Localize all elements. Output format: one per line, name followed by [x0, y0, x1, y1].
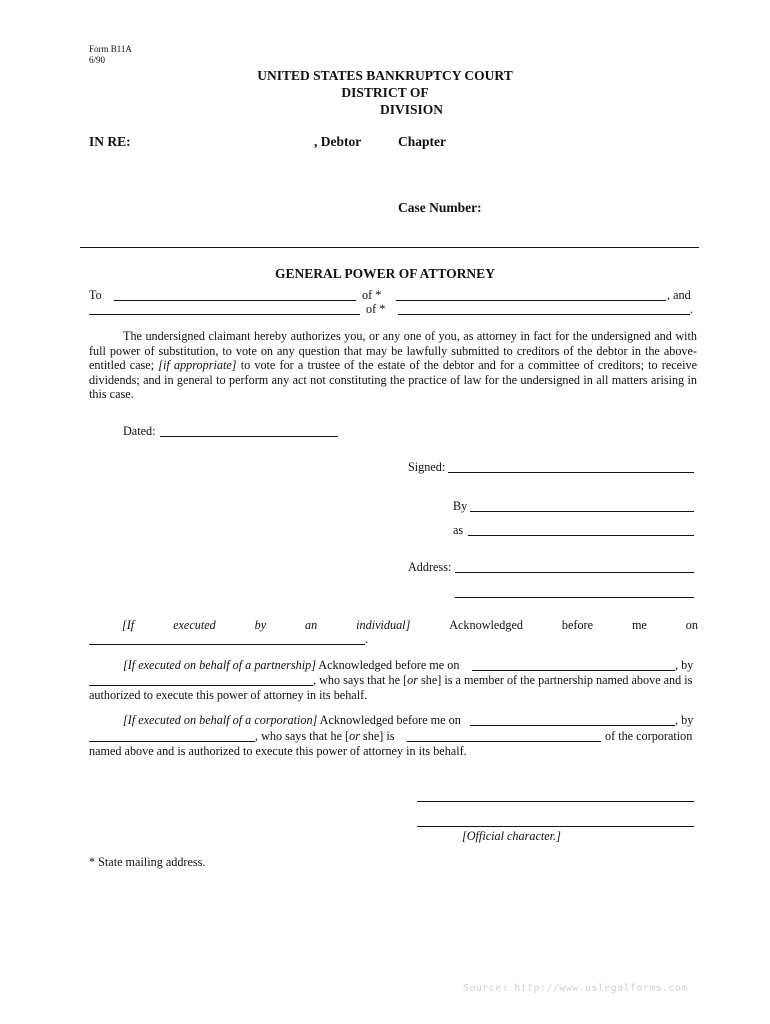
individual-date-field[interactable] [89, 644, 365, 645]
of-label-1: of * [362, 288, 382, 302]
corporation-name-field[interactable] [89, 741, 255, 742]
corporation-line-2: , who says that he [or she] is [255, 729, 395, 743]
address-field-1[interactable] [455, 572, 694, 573]
corporation-line-1: [If executed on behalf of a corporation] Acknowledged before me on [123, 713, 461, 727]
partnership-by: , by [675, 658, 694, 672]
official-character-label: [Official character.] [462, 829, 561, 843]
signed-field[interactable] [448, 472, 694, 473]
caption-divider [80, 247, 699, 248]
form-date: 6/90 [89, 55, 106, 65]
partnership-line-1: [If executed on behalf of a partnership] Acknowledged before me on [123, 658, 460, 672]
to-label: To [89, 288, 102, 302]
individual-acknowledgment: [If executed by an individual] Acknowledged before me on [122, 618, 698, 632]
signed-label: Signed: [408, 460, 446, 474]
court-district: DISTRICT OF [341, 85, 429, 100]
by-label: By [453, 499, 468, 513]
to-name-field-2[interactable] [89, 314, 360, 315]
of-address-field-2[interactable] [398, 314, 690, 315]
by-field[interactable] [470, 511, 694, 512]
partnership-date-field[interactable] [472, 670, 675, 671]
court-name: UNITED STATES BANKRUPTCY COURT [257, 68, 513, 83]
individual-period: . [365, 632, 369, 646]
corporation-line-3: named above and is authorized to execute this power of attorney in its behalf. [89, 744, 467, 758]
as-label: as [453, 523, 464, 537]
corporation-line-2-end: of the corporation [605, 729, 693, 743]
chapter-label: Chapter [398, 134, 446, 149]
address-label: Address: [408, 560, 452, 574]
official-signature-field[interactable] [417, 801, 694, 802]
corporation-by: , by [675, 713, 694, 727]
document-title: GENERAL POWER OF ATTORNEY [275, 266, 495, 281]
period-mark: . [690, 302, 694, 316]
dated-field[interactable] [160, 436, 338, 437]
partnership-line-3: authorized to execute this power of attorney in its behalf. [89, 688, 368, 702]
of-address-field-1[interactable] [396, 300, 666, 301]
and-label: , and [667, 288, 691, 302]
case-number-label: Case Number: [398, 200, 482, 215]
corporation-date-field[interactable] [470, 725, 675, 726]
address-field-2[interactable] [455, 597, 694, 598]
official-character-field[interactable] [417, 826, 694, 827]
partnership-name-field[interactable] [89, 685, 313, 686]
in-re-label: IN RE: [89, 134, 131, 149]
footnote: * State mailing address. [89, 855, 206, 869]
court-division: DIVISION [380, 102, 444, 117]
source-watermark: Source: http://www.uslegalforms.com [463, 983, 688, 994]
partnership-line-2: , who says that he [or she] is a member of the partnership named above and is [313, 673, 693, 687]
corporation-title-field[interactable] [407, 741, 601, 742]
as-field[interactable] [468, 535, 694, 536]
to-name-field[interactable] [114, 300, 356, 301]
debtor-label: , Debtor [314, 134, 362, 149]
authorization-paragraph: The undersigned claimant hereby authorizes you, or any one of you, as attorney in fact for the undersigned and with full power of substitution, to vote on any question that may be lawfully submitted to creditors of the debtor in the above- entitled case; [if appropriate] to vote for a trustee of the estate of the debtor and for a committee of creditors; to receive dividends; and in general to perform any act not constituting the practice of law for the undersigned in all matters arising in this case. [89, 329, 697, 401]
of-label-2: of * [366, 302, 386, 316]
dated-label: Dated: [123, 424, 156, 438]
form-number: Form B11A [89, 44, 132, 54]
